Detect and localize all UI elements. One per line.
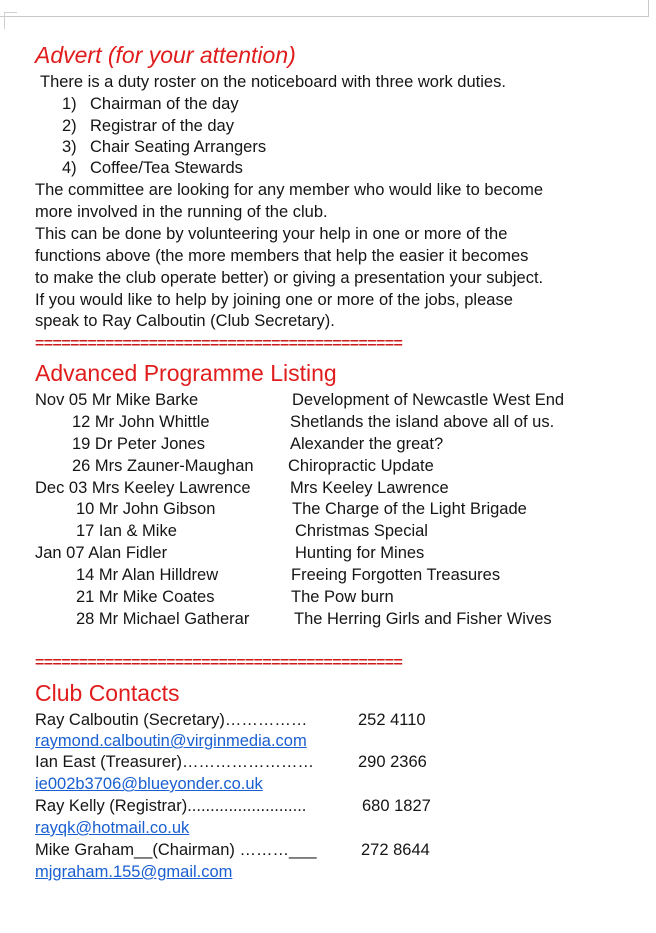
programme-date: 26 Mrs Zauner-Maughan xyxy=(72,457,254,475)
body-line: to make the club operate better) or giving a presentation your subject. xyxy=(35,269,544,287)
programme-date: Dec 03 Mrs Keeley Lawrence xyxy=(35,479,251,497)
contact-phone: 252 4110 xyxy=(358,711,426,729)
programme-date: 19 Dr Peter Jones xyxy=(72,435,205,453)
programme-heading: Advanced Programme Listing xyxy=(35,360,337,386)
body-line: functions above (the more members that help the easier it becomes xyxy=(35,247,529,265)
page-edge xyxy=(0,0,649,17)
programme-date: 17 Ian & Mike xyxy=(76,522,177,540)
contact-phone: 680 1827 xyxy=(362,797,431,815)
contact-name: Ian East (Treasurer)…………………… xyxy=(35,753,315,771)
programme-title: Christmas Special xyxy=(295,522,428,540)
programme-date: 10 Mr John Gibson xyxy=(76,500,216,518)
contact-email-link[interactable]: rayqk@hotmail.co.uk xyxy=(35,819,190,837)
programme-date: Nov 05 Mr Mike Barke xyxy=(35,391,199,409)
programme-title: The Herring Girls and Fisher Wives xyxy=(294,610,552,628)
divider: ========================================== xyxy=(35,655,403,670)
contact-name: Ray Calboutin (Secretary)…………… xyxy=(35,711,308,729)
programme-date: Jan 07 Alan Fidler xyxy=(35,544,168,562)
programme-title: Mrs Keeley Lawrence xyxy=(290,479,449,497)
corner-mark xyxy=(4,12,17,29)
body-line: more involved in the running of the club. xyxy=(35,203,328,221)
programme-title: The Pow burn xyxy=(291,588,394,606)
body-line: The committee are looking for any member who would like to become xyxy=(35,181,544,199)
programme-title: Shetlands the island above all of us. xyxy=(290,413,555,431)
programme-title: Chiropractic Update xyxy=(288,457,434,475)
body-line: If you would like to help by joining one or more of the jobs, please xyxy=(35,291,513,309)
duty-item: Chair Seating Arrangers xyxy=(90,138,267,156)
contact-email-link[interactable]: ie002b3706@blueyonder.co.uk xyxy=(35,775,263,793)
divider: ========================================== xyxy=(35,336,403,351)
duty-item: Registrar of the day xyxy=(90,117,234,135)
contact-phone: 290 2366 xyxy=(358,753,427,771)
programme-date: 14 Mr Alan Hilldrew xyxy=(76,566,219,584)
duty-number: 2) xyxy=(62,117,77,135)
advert-intro: There is a duty roster on the noticeboard with three work duties. xyxy=(40,73,506,91)
body-line: This can be done by volunteering your help in one or more of the xyxy=(35,225,508,243)
programme-title: Hunting for Mines xyxy=(295,544,425,562)
duty-item: Coffee/Tea Stewards xyxy=(90,159,243,177)
programme-date: 21 Mr Mike Coates xyxy=(76,588,215,606)
programme-date: 12 Mr John Whittle xyxy=(72,413,210,431)
duty-number: 3) xyxy=(62,138,77,156)
duty-number: 1) xyxy=(62,95,77,113)
contacts-heading: Club Contacts xyxy=(35,680,180,706)
duty-number: 4) xyxy=(62,159,77,177)
programme-title: The Charge of the Light Brigade xyxy=(292,500,527,518)
programme-title: Alexander the great? xyxy=(290,435,444,453)
body-line: speak to Ray Calboutin (Club Secretary). xyxy=(35,312,335,330)
contact-email-link[interactable]: raymond.calboutin@virginmedia.com xyxy=(35,732,307,750)
contact-email-link[interactable]: mjgraham.155@gmail.com xyxy=(35,863,233,881)
programme-title: Freeing Forgotten Treasures xyxy=(291,566,501,584)
duty-item: Chairman of the day xyxy=(90,95,239,113)
programme-title: Development of Newcastle West End xyxy=(292,391,565,409)
advert-heading: Advert (for your attention) xyxy=(35,42,296,68)
programme-date: 28 Mr Michael Gatherar xyxy=(76,610,250,628)
contact-name: Mike Graham__(Chairman) ………___ xyxy=(35,841,317,859)
contact-phone: 272 8644 xyxy=(361,841,430,859)
contact-name: Ray Kelly (Registrar).......................... xyxy=(35,797,307,815)
